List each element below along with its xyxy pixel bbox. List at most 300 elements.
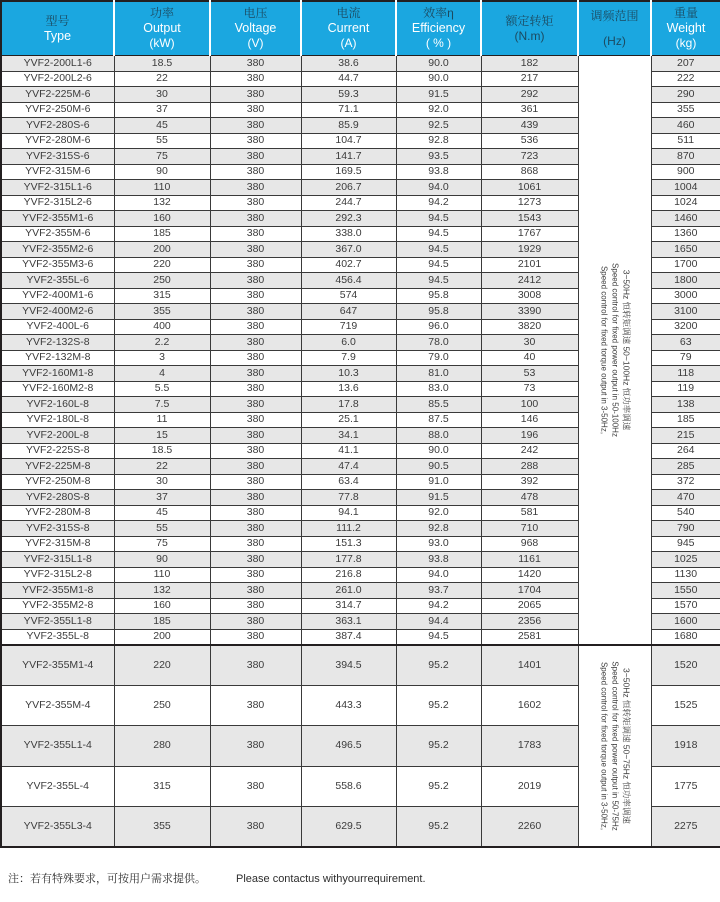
cell-torque: 1273	[481, 195, 578, 211]
header-label-zh: 效率η	[423, 6, 454, 20]
cell-type: YVF2-355L1-4	[1, 726, 114, 767]
cell-efficiency: 94.0	[396, 180, 481, 196]
cell-output: 160	[114, 598, 210, 614]
cell-type: YVF2-315L1-8	[1, 552, 114, 568]
cell-voltage: 380	[210, 614, 301, 630]
cell-efficiency: 95.2	[396, 685, 481, 726]
cell-type: YVF2-355L-8	[1, 629, 114, 645]
col-header-weight	[651, 1, 720, 56]
header-label-zh: 电压	[243, 6, 268, 20]
cell-output: 132	[114, 583, 210, 599]
cell-current: 261.0	[301, 583, 396, 599]
cell-type: YVF2-280M-6	[1, 133, 114, 149]
cell-torque: 1061	[481, 180, 578, 196]
cell-efficiency: 94.5	[396, 226, 481, 242]
col-header-current	[301, 1, 396, 56]
cell-weight: 79	[651, 350, 720, 366]
cell-efficiency: 94.5	[396, 257, 481, 273]
cell-efficiency: 94.0	[396, 567, 481, 583]
cell-efficiency: 92.0	[396, 505, 481, 521]
freq-note-zh: 3~50Hz 恒转矩调速 50~100Hz 恒功率调速	[621, 269, 631, 431]
header-label-zh: 重量	[673, 6, 698, 20]
cell-current: 151.3	[301, 536, 396, 552]
cell-torque: 581	[481, 505, 578, 521]
cell-torque: 2019	[481, 766, 578, 807]
cell-output: 2.2	[114, 335, 210, 351]
cell-current: 314.7	[301, 598, 396, 614]
cell-output: 200	[114, 242, 210, 258]
cell-torque: 1602	[481, 685, 578, 726]
cell-type: YVF2-315S-6	[1, 149, 114, 165]
cell-voltage: 380	[210, 583, 301, 599]
cell-efficiency: 95.8	[396, 304, 481, 320]
cell-voltage: 380	[210, 536, 301, 552]
header-label-unit: (kg)	[675, 36, 697, 50]
cell-current: 94.1	[301, 505, 396, 521]
cell-voltage: 380	[210, 412, 301, 428]
cell-output: 30	[114, 87, 210, 103]
cell-voltage: 380	[210, 521, 301, 537]
cell-current: 17.8	[301, 397, 396, 413]
cell-output: 4	[114, 366, 210, 382]
cell-voltage: 380	[210, 397, 301, 413]
header-label-en: Current	[327, 21, 370, 35]
cell-efficiency: 95.2	[396, 645, 481, 686]
cell-torque: 868	[481, 164, 578, 180]
cell-type: YVF2-355L-4	[1, 766, 114, 807]
cell-current: 59.3	[301, 87, 396, 103]
cell-torque: 1929	[481, 242, 578, 258]
cell-voltage: 380	[210, 350, 301, 366]
cell-torque: 146	[481, 412, 578, 428]
cell-voltage: 380	[210, 87, 301, 103]
cell-weight: 63	[651, 335, 720, 351]
cell-output: 185	[114, 614, 210, 630]
cell-current: 402.7	[301, 257, 396, 273]
header-label-en: Weight	[666, 21, 706, 35]
cell-weight: 215	[651, 428, 720, 444]
cell-efficiency: 94.4	[396, 614, 481, 630]
cell-efficiency: 94.5	[396, 629, 481, 645]
cell-type: YVF2-280S-8	[1, 490, 114, 506]
cell-output: 110	[114, 180, 210, 196]
cell-weight: 1918	[651, 726, 720, 767]
cell-type: YVF2-200L2-6	[1, 71, 114, 87]
col-header-voltage	[210, 1, 301, 56]
cell-type: YVF2-225M-8	[1, 459, 114, 475]
cell-output: 400	[114, 319, 210, 335]
cell-weight: 3200	[651, 319, 720, 335]
freq-note-en-torque: Speed control for fixed torque output in 3-50Hz,	[599, 265, 608, 434]
header-label-zh: 调频范围	[590, 8, 639, 23]
cell-efficiency: 90.0	[396, 56, 481, 72]
header-label-zh: 型号	[45, 13, 70, 28]
cell-output: 160	[114, 211, 210, 227]
cell-voltage: 380	[210, 164, 301, 180]
footnote	[8, 870, 720, 886]
freq-note-en-power: Speed control for fixed power output in 50-100Hz	[610, 262, 619, 437]
cell-torque: 1161	[481, 552, 578, 568]
cell-weight: 1004	[651, 180, 720, 196]
cell-weight: 372	[651, 474, 720, 490]
cell-efficiency: 91.5	[396, 490, 481, 506]
cell-current: 7.9	[301, 350, 396, 366]
cell-voltage: 380	[210, 211, 301, 227]
cell-voltage: 380	[210, 335, 301, 351]
header-label-zh: 电流	[336, 6, 361, 20]
table-row	[1, 645, 720, 686]
footnote-en: Please contactus withyourrequirement.	[236, 873, 426, 886]
cell-voltage: 380	[210, 102, 301, 118]
cell-efficiency: 93.5	[396, 149, 481, 165]
cell-type: YVF2-355M1-6	[1, 211, 114, 227]
cell-voltage: 380	[210, 71, 301, 87]
cell-weight: 1360	[651, 226, 720, 242]
cell-output: 90	[114, 552, 210, 568]
cell-torque: 182	[481, 56, 578, 72]
cell-torque: 292	[481, 87, 578, 103]
header-label-unit: (N.m)	[514, 28, 545, 43]
cell-efficiency: 94.2	[396, 195, 481, 211]
table-row	[1, 56, 720, 72]
cell-weight: 870	[651, 149, 720, 165]
cell-current: 394.5	[301, 645, 396, 686]
cell-efficiency: 93.8	[396, 552, 481, 568]
cell-efficiency: 93.7	[396, 583, 481, 599]
cell-output: 250	[114, 273, 210, 289]
header-label-en: Output	[143, 21, 181, 35]
cell-weight: 207	[651, 56, 720, 72]
cell-efficiency: 95.8	[396, 288, 481, 304]
freq-note-en-torque: Speed control for fixed torque output in 3-50Hz,	[599, 661, 608, 831]
cell-weight: 900	[651, 164, 720, 180]
cell-output: 55	[114, 521, 210, 537]
cell-type: YVF2-225M-6	[1, 87, 114, 103]
cell-type: YVF2-200L1-6	[1, 56, 114, 72]
cell-weight: 1520	[651, 645, 720, 686]
cell-voltage: 380	[210, 366, 301, 382]
cell-current: 111.2	[301, 521, 396, 537]
freq-range-cell	[578, 645, 651, 848]
cell-current: 629.5	[301, 807, 396, 848]
freq-range-cell	[578, 56, 651, 645]
cell-output: 280	[114, 726, 210, 767]
freq-note-en-power: Speed control for fixed power output in 50-75Hz	[610, 661, 619, 831]
cell-type: YVF2-132M-8	[1, 350, 114, 366]
cell-output: 45	[114, 505, 210, 521]
cell-current: 77.8	[301, 490, 396, 506]
cell-current: 25.1	[301, 412, 396, 428]
cell-voltage: 380	[210, 459, 301, 475]
header-label-unit: ( % )	[425, 36, 452, 50]
cell-type: YVF2-315L2-8	[1, 567, 114, 583]
cell-voltage: 380	[210, 474, 301, 490]
cell-efficiency: 92.8	[396, 133, 481, 149]
cell-voltage: 380	[210, 381, 301, 397]
cell-current: 647	[301, 304, 396, 320]
cell-efficiency: 88.0	[396, 428, 481, 444]
cell-output: 7.5	[114, 397, 210, 413]
cell-voltage: 380	[210, 807, 301, 848]
cell-current: 13.6	[301, 381, 396, 397]
cell-torque: 2260	[481, 807, 578, 848]
cell-type: YVF2-315M-6	[1, 164, 114, 180]
cell-torque: 3390	[481, 304, 578, 320]
cell-weight: 1680	[651, 629, 720, 645]
cell-efficiency: 94.5	[396, 242, 481, 258]
cell-voltage: 380	[210, 319, 301, 335]
cell-efficiency: 94.2	[396, 598, 481, 614]
cell-type: YVF2-400M1-6	[1, 288, 114, 304]
cell-current: 85.9	[301, 118, 396, 134]
cell-current: 292.3	[301, 211, 396, 227]
cell-efficiency: 90.0	[396, 71, 481, 87]
col-header-efficiency	[396, 1, 481, 56]
cell-current: 216.8	[301, 567, 396, 583]
cell-weight: 285	[651, 459, 720, 475]
header-row	[1, 1, 720, 56]
cell-efficiency: 79.0	[396, 350, 481, 366]
cell-output: 315	[114, 288, 210, 304]
cell-type: YVF2-400L-6	[1, 319, 114, 335]
cell-type: YVF2-355M3-6	[1, 257, 114, 273]
freq-range-note	[598, 661, 631, 830]
cell-voltage: 380	[210, 629, 301, 645]
cell-voltage: 380	[210, 598, 301, 614]
cell-torque: 2065	[481, 598, 578, 614]
cell-current: 47.4	[301, 459, 396, 475]
cell-voltage: 380	[210, 567, 301, 583]
freq-range-note	[598, 263, 631, 437]
cell-type: YVF2-160M2-8	[1, 381, 114, 397]
cell-output: 22	[114, 71, 210, 87]
cell-output: 37	[114, 102, 210, 118]
cell-voltage: 380	[210, 56, 301, 72]
cell-weight: 1550	[651, 583, 720, 599]
cell-current: 719	[301, 319, 396, 335]
cell-torque: 1401	[481, 645, 578, 686]
cell-output: 18.5	[114, 56, 210, 72]
header-label-en: Efficiency	[411, 21, 466, 35]
cell-weight: 1650	[651, 242, 720, 258]
cell-torque: 1767	[481, 226, 578, 242]
cell-voltage: 380	[210, 552, 301, 568]
cell-weight: 945	[651, 536, 720, 552]
cell-torque: 361	[481, 102, 578, 118]
cell-torque: 478	[481, 490, 578, 506]
cell-weight: 1600	[651, 614, 720, 630]
cell-weight: 222	[651, 71, 720, 87]
cell-torque: 100	[481, 397, 578, 413]
cell-efficiency: 83.0	[396, 381, 481, 397]
cell-type: YVF2-355M1-8	[1, 583, 114, 599]
cell-voltage: 380	[210, 490, 301, 506]
cell-type: YVF2-160M1-8	[1, 366, 114, 382]
cell-efficiency: 90.5	[396, 459, 481, 475]
cell-type: YVF2-355M-6	[1, 226, 114, 242]
cell-efficiency: 92.8	[396, 521, 481, 537]
cell-weight: 1800	[651, 273, 720, 289]
cell-voltage: 380	[210, 288, 301, 304]
cell-torque: 217	[481, 71, 578, 87]
cell-torque: 2101	[481, 257, 578, 273]
cell-efficiency: 91.0	[396, 474, 481, 490]
cell-weight: 1460	[651, 211, 720, 227]
cell-weight: 118	[651, 366, 720, 382]
cell-current: 456.4	[301, 273, 396, 289]
cell-weight: 540	[651, 505, 720, 521]
cell-torque: 196	[481, 428, 578, 444]
cell-type: YVF2-355L3-4	[1, 807, 114, 848]
cell-voltage: 380	[210, 133, 301, 149]
cell-efficiency: 95.2	[396, 726, 481, 767]
cell-weight: 1525	[651, 685, 720, 726]
cell-output: 185	[114, 226, 210, 242]
cell-efficiency: 96.0	[396, 319, 481, 335]
cell-weight: 470	[651, 490, 720, 506]
cell-current: 177.8	[301, 552, 396, 568]
cell-type: YVF2-355L1-8	[1, 614, 114, 630]
cell-voltage: 380	[210, 257, 301, 273]
cell-output: 75	[114, 536, 210, 552]
cell-type: YVF2-180L-8	[1, 412, 114, 428]
col-header-output	[114, 1, 210, 56]
cell-type: YVF2-160L-8	[1, 397, 114, 413]
cell-efficiency: 85.5	[396, 397, 481, 413]
cell-voltage: 380	[210, 505, 301, 521]
cell-efficiency: 78.0	[396, 335, 481, 351]
cell-voltage: 380	[210, 726, 301, 767]
cell-type: YVF2-132S-8	[1, 335, 114, 351]
header-label-en: Voltage	[234, 21, 277, 35]
cell-torque: 439	[481, 118, 578, 134]
cell-weight: 1570	[651, 598, 720, 614]
cell-current: 363.1	[301, 614, 396, 630]
freq-note-zh: 3~50Hz 恒转矩调速 50~75Hz 恒功率调速	[621, 668, 631, 824]
cell-current: 38.6	[301, 56, 396, 72]
cell-output: 355	[114, 304, 210, 320]
cell-type: YVF2-355L-6	[1, 273, 114, 289]
cell-torque: 710	[481, 521, 578, 537]
cell-output: 200	[114, 629, 210, 645]
cell-voltage: 380	[210, 149, 301, 165]
cell-torque: 392	[481, 474, 578, 490]
cell-voltage: 380	[210, 645, 301, 686]
cell-output: 37	[114, 490, 210, 506]
cell-type: YVF2-200L-8	[1, 428, 114, 444]
cell-torque: 1543	[481, 211, 578, 227]
cell-voltage: 380	[210, 118, 301, 134]
cell-current: 71.1	[301, 102, 396, 118]
cell-weight: 1775	[651, 766, 720, 807]
table-header	[1, 1, 720, 56]
cell-efficiency: 87.5	[396, 412, 481, 428]
cell-output: 22	[114, 459, 210, 475]
cell-torque: 723	[481, 149, 578, 165]
cell-torque: 30	[481, 335, 578, 351]
cell-weight: 185	[651, 412, 720, 428]
cell-type: YVF2-280M-8	[1, 505, 114, 521]
cell-type: YVF2-250M-8	[1, 474, 114, 490]
cell-efficiency: 93.8	[396, 164, 481, 180]
header-label-zh: 额定转矩	[505, 13, 554, 28]
header-label-zh: 功率	[149, 6, 174, 20]
cell-output: 75	[114, 149, 210, 165]
cell-torque: 40	[481, 350, 578, 366]
cell-efficiency: 90.0	[396, 443, 481, 459]
cell-weight: 2275	[651, 807, 720, 848]
header-label-unit: (V)	[247, 36, 264, 50]
cell-weight: 790	[651, 521, 720, 537]
cell-output: 30	[114, 474, 210, 490]
cell-efficiency: 94.5	[396, 273, 481, 289]
cell-torque: 73	[481, 381, 578, 397]
cell-weight: 460	[651, 118, 720, 134]
col-header-type	[1, 1, 114, 56]
header-label-en: Type	[43, 28, 72, 43]
cell-type: YVF2-225S-8	[1, 443, 114, 459]
cell-voltage: 380	[210, 273, 301, 289]
cell-current: 558.6	[301, 766, 396, 807]
cell-current: 338.0	[301, 226, 396, 242]
cell-efficiency: 95.2	[396, 766, 481, 807]
cell-current: 169.5	[301, 164, 396, 180]
cell-efficiency: 81.0	[396, 366, 481, 382]
cell-torque: 1704	[481, 583, 578, 599]
header-label-unit: (Hz)	[603, 33, 626, 48]
cell-efficiency: 93.0	[396, 536, 481, 552]
cell-current: 244.7	[301, 195, 396, 211]
cell-efficiency: 92.0	[396, 102, 481, 118]
cell-output: 11	[114, 412, 210, 428]
cell-voltage: 380	[210, 242, 301, 258]
cell-output: 315	[114, 766, 210, 807]
cell-current: 141.7	[301, 149, 396, 165]
cell-torque: 242	[481, 443, 578, 459]
cell-voltage: 380	[210, 685, 301, 726]
cell-efficiency: 94.5	[396, 211, 481, 227]
cell-output: 110	[114, 567, 210, 583]
cell-output: 18.5	[114, 443, 210, 459]
cell-type: YVF2-250M-6	[1, 102, 114, 118]
cell-type: YVF2-315M-8	[1, 536, 114, 552]
cell-type: YVF2-355M-4	[1, 685, 114, 726]
cell-current: 10.3	[301, 366, 396, 382]
cell-weight: 138	[651, 397, 720, 413]
cell-torque: 536	[481, 133, 578, 149]
cell-weight: 264	[651, 443, 720, 459]
cell-weight: 3100	[651, 304, 720, 320]
cell-voltage: 380	[210, 195, 301, 211]
cell-torque: 2356	[481, 614, 578, 630]
col-header-torque	[481, 1, 578, 56]
cell-type: YVF2-355M2-6	[1, 242, 114, 258]
header-label-unit: (kW)	[149, 36, 175, 50]
cell-weight: 1025	[651, 552, 720, 568]
cell-current: 496.5	[301, 726, 396, 767]
cell-voltage: 380	[210, 226, 301, 242]
cell-weight: 511	[651, 133, 720, 149]
cell-output: 220	[114, 645, 210, 686]
cell-current: 63.4	[301, 474, 396, 490]
cell-current: 44.7	[301, 71, 396, 87]
cell-torque: 1783	[481, 726, 578, 767]
cell-type: YVF2-355M2-8	[1, 598, 114, 614]
cell-current: 6.0	[301, 335, 396, 351]
cell-torque: 968	[481, 536, 578, 552]
cell-output: 220	[114, 257, 210, 273]
cell-output: 5.5	[114, 381, 210, 397]
